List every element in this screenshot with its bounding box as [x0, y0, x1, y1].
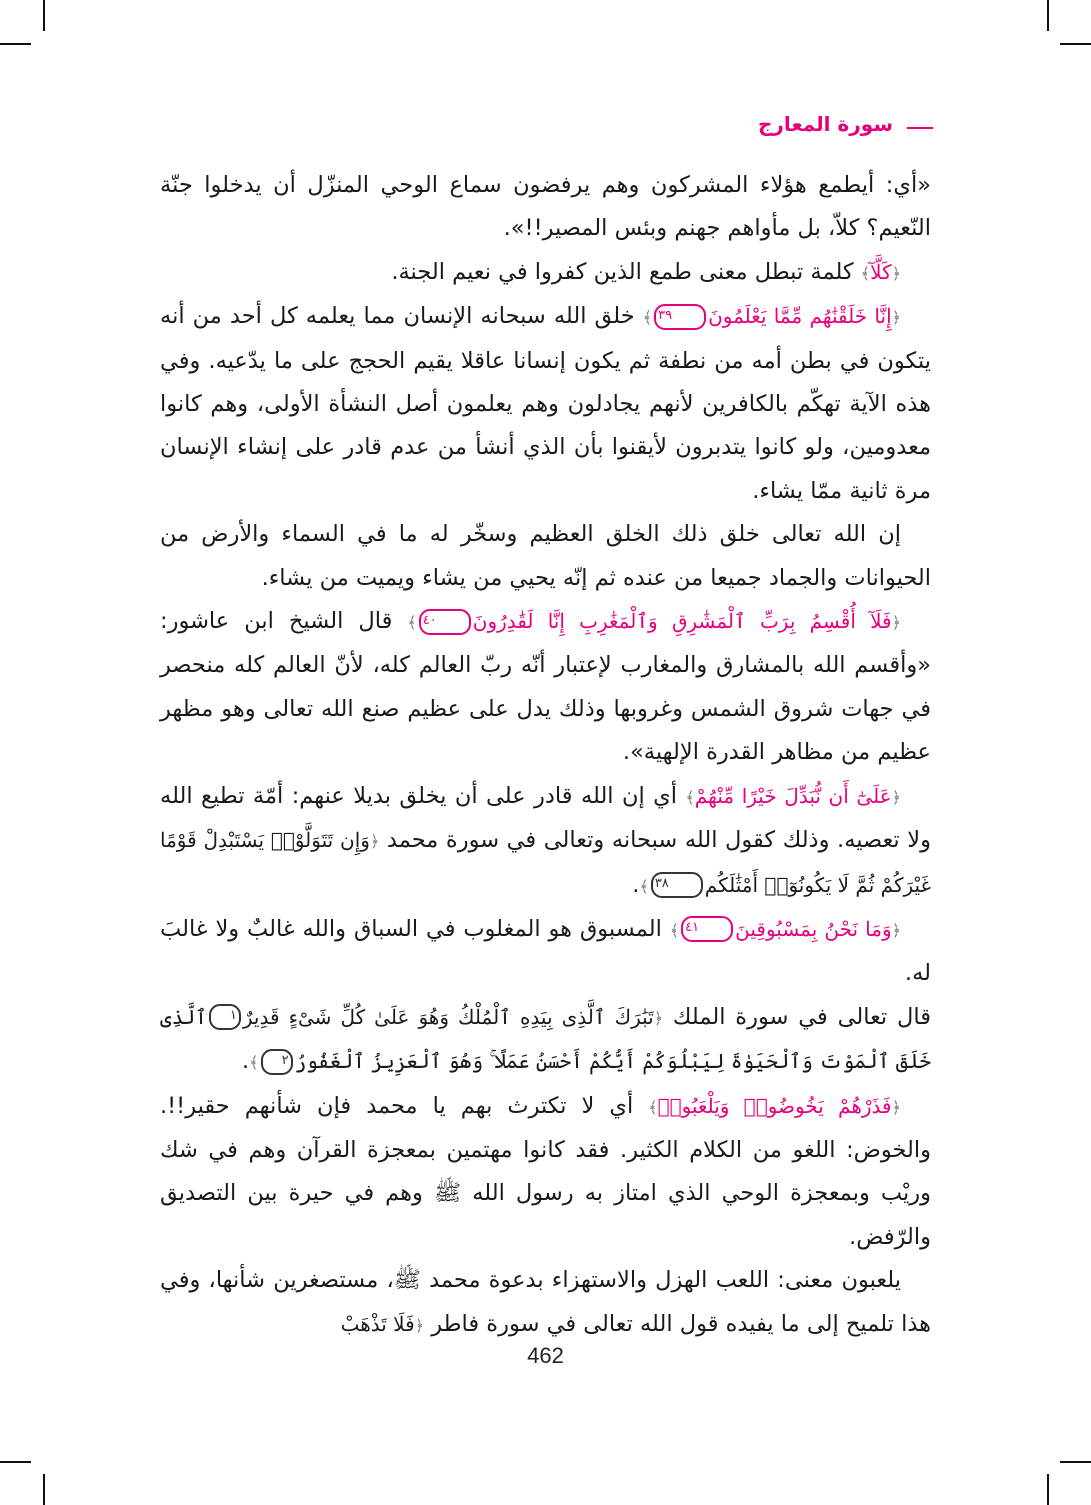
- verse-number-medallion-icon: ١: [209, 1004, 241, 1030]
- ornate-bracket-open-icon: ﴿: [891, 1097, 901, 1117]
- ornate-bracket-close-icon: ﴾: [860, 263, 871, 283]
- ornate-bracket-open-icon: ﴿: [414, 1315, 425, 1335]
- quoted-verse-mulk-2: ٱلَّذِى خَلَقَ ٱلْمَوْتَ وَٱلْحَيَوٰةَ لِيَبْلُوَكُمْ أَيُّكُمْ أَحْسَنُ عَمَلًا ۚ وَهُوَ ٱلْعَزِيزُ ٱلْغَفُورُ: [160, 1004, 931, 1074]
- ornate-bracket-close-icon: ﴾: [669, 920, 680, 940]
- crop-mark-top-right-vertical: [1047, 0, 1049, 31]
- paragraph-end: .: [242, 1048, 250, 1075]
- page-number: 462: [527, 1343, 564, 1368]
- ornate-bracket-close-icon: ﴾: [639, 876, 649, 896]
- paragraph-text: خلق الله سبحانه الإنسان مما يعلمه كل أحد من أنه يتكون في بطن أمه من نطفة ثم يكون إنسانا عاقلا يقيم الحجج على ما يدّعيه. وفي هذه الآية تهكّم بالكافرين لأنهم يجادلون وهم يعلمون أصل النشأة الأولى، وهم كانوا معدومين، ولو كانوا يتدبرون لأيقنوا بأن الذي أنشأ من عدم قادر على إنشاء الإنسان مرة ثانية ممّا يشاء.: [160, 303, 931, 504]
- paragraph-text: المسبوق هو المغلوب في السباق والله غالبٌ ولا غالبَ له.: [160, 915, 931, 987]
- ornate-bracket-close-icon: ﴾: [648, 1097, 658, 1117]
- paragraph-text: أي إن الله قادر على أن يخلق بديلا عنهم: أمّة تطيع الله ولا تعصيه. وذلك كقول الله سبحانه وتعالى في سورة محمد: [160, 782, 931, 854]
- surah-title: سورة المعارج: [758, 112, 893, 136]
- crop-mark-top-left-vertical: [43, 0, 45, 31]
- ornate-bracket-close-icon: ﴾: [642, 308, 653, 328]
- paragraph-text: يلعبون معنى: اللعب الهزل والاستهزاء بدعوة محمد ﷺ، مستصغرين شأنها، وفي هذا تلميح إلى ما يفيده قول الله تعالى في سورة فاطر: [160, 1267, 931, 1337]
- header-rule: [907, 127, 933, 130]
- crop-mark-top-right-horizontal: [1060, 43, 1091, 45]
- ornate-bracket-open-icon: ﴿: [891, 920, 901, 940]
- verse-40: فَلَآ أُقْسِمُ بِرَبِّ ٱلْمَشَٰرِقِ وَٱلْمَغَٰرِبِ إِنَّا لَقَٰدِرُونَ: [472, 609, 892, 634]
- crop-mark-bottom-right-vertical: [1047, 1474, 1049, 1505]
- paragraph-fatharhum: [160, 1085, 931, 1260]
- verse-41: وَمَا نَحْنُ بِمَسْبُوقِينَ: [735, 916, 892, 941]
- verse-number-medallion-icon: ٣٩: [654, 304, 706, 330]
- paragraph-yalabun: [160, 1259, 931, 1347]
- ornate-bracket-close-icon: ﴾: [407, 613, 417, 633]
- paragraph-kalla: [160, 251, 931, 295]
- ornate-bracket-close-icon: ﴾: [685, 787, 695, 807]
- ornate-bracket-open-icon: ﴿: [891, 263, 901, 283]
- page-body: [160, 164, 931, 1347]
- verse-kalla: كَلَّآ: [870, 259, 892, 284]
- paragraph-end: .: [632, 871, 640, 898]
- quoted-verse-fatir: فَلَا تَذْهَبْ: [340, 1311, 415, 1336]
- ornate-bracket-open-icon: ﴿: [653, 1008, 664, 1028]
- paragraph-text: قال الشيخ ابن عاشور: «وأقسم الله بالمشارق والمغارب لإعتبار أنّه ربّ العالم كله، لأنّ العالم كله منحصر في جهات شروق الشمس وغروبها وذلك يدل على عظيم صنع الله تعالى وهو مظهر عظيم من مظاهر القدرة الإلهية».: [160, 608, 931, 766]
- paragraph-verse-41: [160, 908, 931, 996]
- paragraph-verse-39: [160, 295, 931, 513]
- crop-mark-bottom-left-vertical: [43, 1474, 45, 1505]
- running-header: [758, 112, 933, 136]
- ornate-bracket-open-icon: ﴿: [891, 787, 901, 807]
- verse-number-medallion-icon: ٤١: [681, 916, 733, 942]
- ornate-bracket-open-icon: ﴿: [891, 308, 902, 328]
- verse-nubaddil: عَلَىٰٓ أَن نُّبَدِّلَ خَيْرًا مِّنْهُمْ: [694, 783, 892, 808]
- ornate-bracket-open-icon: ﴿: [369, 832, 380, 852]
- paragraph-text: كلمة تبطل معنى طمع الذين كفروا في نعيم الجنة.: [391, 258, 861, 285]
- verse-number-medallion-icon: ٣٨: [651, 872, 703, 898]
- verse-39: إِنَّا خَلَقْنَٰهُم مِّمَّا يَعْلَمُونَ: [708, 304, 892, 329]
- verse-number-medallion-icon: ٢: [261, 1049, 293, 1075]
- paragraph-text: قال تعالى في سورة الملك: [663, 1003, 931, 1030]
- paragraph-verse-40: [160, 600, 931, 775]
- paragraph-quote: [160, 164, 931, 251]
- crop-mark-bottom-right-horizontal: [1060, 1461, 1091, 1463]
- paragraph-creation: [160, 513, 931, 600]
- paragraph-replace: [160, 775, 931, 908]
- crop-mark-bottom-left-horizontal: [0, 1461, 31, 1463]
- quoted-verse-mulk-1: تَبَٰرَكَ ٱلَّذِى بِيَدِهِ ٱلْمُلْكُ وَهُوَ عَلَىٰ كُلِّ شَىْءٍ قَدِيرٌ: [242, 1004, 654, 1029]
- paragraph-text: أي لا تكترث بهم يا محمد فإن شأنهم حقير!!. والخوض: اللغو من الكلام الكثير. فقد كانوا مهتمين بمعجزة القرآن وهم في شك وريْب وبمعجزة الوحي الذي امتاز به رسول الله ﷺ وهم في حيرة بين التصديق والرّفض.: [160, 1092, 931, 1250]
- crop-mark-top-left-horizontal: [0, 43, 31, 45]
- verse-fatharhum: فَذَرْهُمْ يَخُوضُوا۟ وَيَلْعَبُوا۟: [657, 1093, 892, 1118]
- paragraph-text: إن الله تعالى خلق ذلك الخلق العظيم وسخّر له ما في السماء والأرض من الحيوانات والجماد جميعا من عنده ثم إنّه يحيي من يشاء ويميت من يشاء.: [160, 521, 931, 591]
- quoted-verse-muhammad-38: وَإِن تَتَوَلَّوْا۟ يَسْتَبْدِلْ قَوْمًا غَيْرَكُمْ ثُمَّ لَا يَكُونُوٓا۟ أَمْثَٰلَكُم: [160, 828, 931, 897]
- paragraph-text: «أي: أيطمع هؤلاء المشركون وهم يرفضون سماع الوحي المنزّل أن يدخلوا جنّة النّعيم؟ كلاّ، بل مأواهم جهنم وبئس المصير!!».: [160, 172, 931, 242]
- ornate-bracket-open-icon: ﴿: [891, 613, 901, 633]
- paragraph-al-mulk: [160, 996, 931, 1085]
- verse-number-medallion-icon: ٤٠: [419, 609, 471, 635]
- ornate-bracket-close-icon: ﴾: [249, 1053, 259, 1073]
